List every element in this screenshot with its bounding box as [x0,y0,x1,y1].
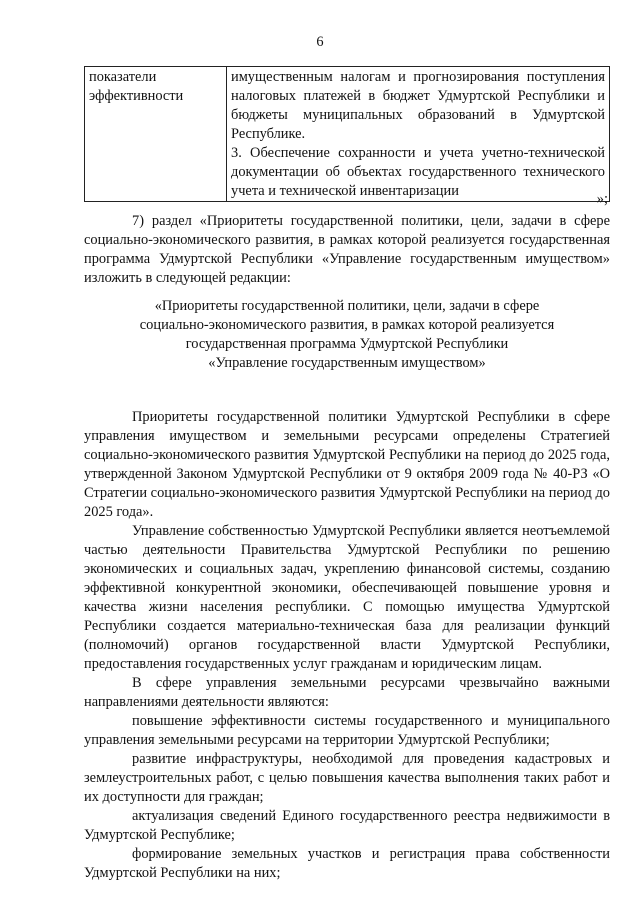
paragraph: Приоритеты государственной политики Удмуртской Республики в сфере управления имуществом и земельными ресурсами определены Стратегией социально-экономического развития Удмуртской Республики на период до 2025 года, утвержденной Законом Удмуртской Республики от 9 октября 2009 года № 40-РЗ «О Стратегии социально-экономического развития Удмуртской Республики на период до 2025 года». [84,409,610,520]
section-heading [84,297,610,373]
table-cell-content [227,67,610,202]
section-heading-line: государственная программа Удмуртской Республики [185,336,509,352]
closing-quote: »; [596,191,608,207]
paragraph: В сфере управления земельными ресурсами чрезвычайно важными направлениями деятельности являются: [84,675,610,710]
section-heading-line: «Управление государственным имуществом» [208,355,486,371]
page-number: 6 [316,34,324,50]
paragraph: актуализация сведений Единого государственного реестра недвижимости в Удмуртской Республике; [84,808,610,843]
paragraph: развитие инфраструктуры, необходимой для проведения кадастровых и землеустроительных работ, с целью повышения качества выполнения таких работ и их доступности для граждан; [84,751,610,805]
table-cell-paragraph: имущественным налогам и прогнозирования поступления налоговых платежей в бюджет Удмуртской Республики и бюджеты муниципальных образований в Удмуртской Республике. [231,69,605,142]
section-heading-line: «Приоритеты государственной политики, цели, задачи в сфере [154,298,540,314]
table-row [85,67,610,202]
indicators-table [84,66,610,202]
paragraph: повышение эффективности системы государственного и муниципального управления земельными ресурсами на территории Удмуртской Республики; [84,713,610,748]
section-heading-line: социально-экономического развития, в рамках которой реализуется [139,317,555,333]
document-body [84,212,610,883]
amendment-item-7: 7) раздел «Приоритеты государственной политики, цели, задачи в сфере социально-экономического развития, в рамках которой реализуется государственная программа Удмуртской Республики «Управление государственным имуществом» изложить в следующей редакции: [84,213,610,286]
paragraph: Управление собственностью Удмуртской Республики является неотъемлемой частью деятельности Правительства Удмуртской Республики по решению экономических и социальных задач, укреплению финансовой системы, созданию эффективной конкурентной экономики, обеспечивающей повышение уровня и качества жизни населения республики. С помощью имущества Удмуртской Республики создается материально-техническая база для реализации функций (полномочий) органов государственной власти Удмуртской Республики, предоставления государственных услуг гражданам и юридическим лицам. [84,523,610,672]
table-cell-paragraph: 3. Обеспечение сохранности и учета учетно-технической документации об объектах государственного технического учета и технической инвентаризации [231,145,605,199]
paragraph: формирование земельных участков и регистрация права собственности Удмуртской Республики на них; [84,846,610,881]
table-cell-label: показатели эффективности [85,67,227,202]
